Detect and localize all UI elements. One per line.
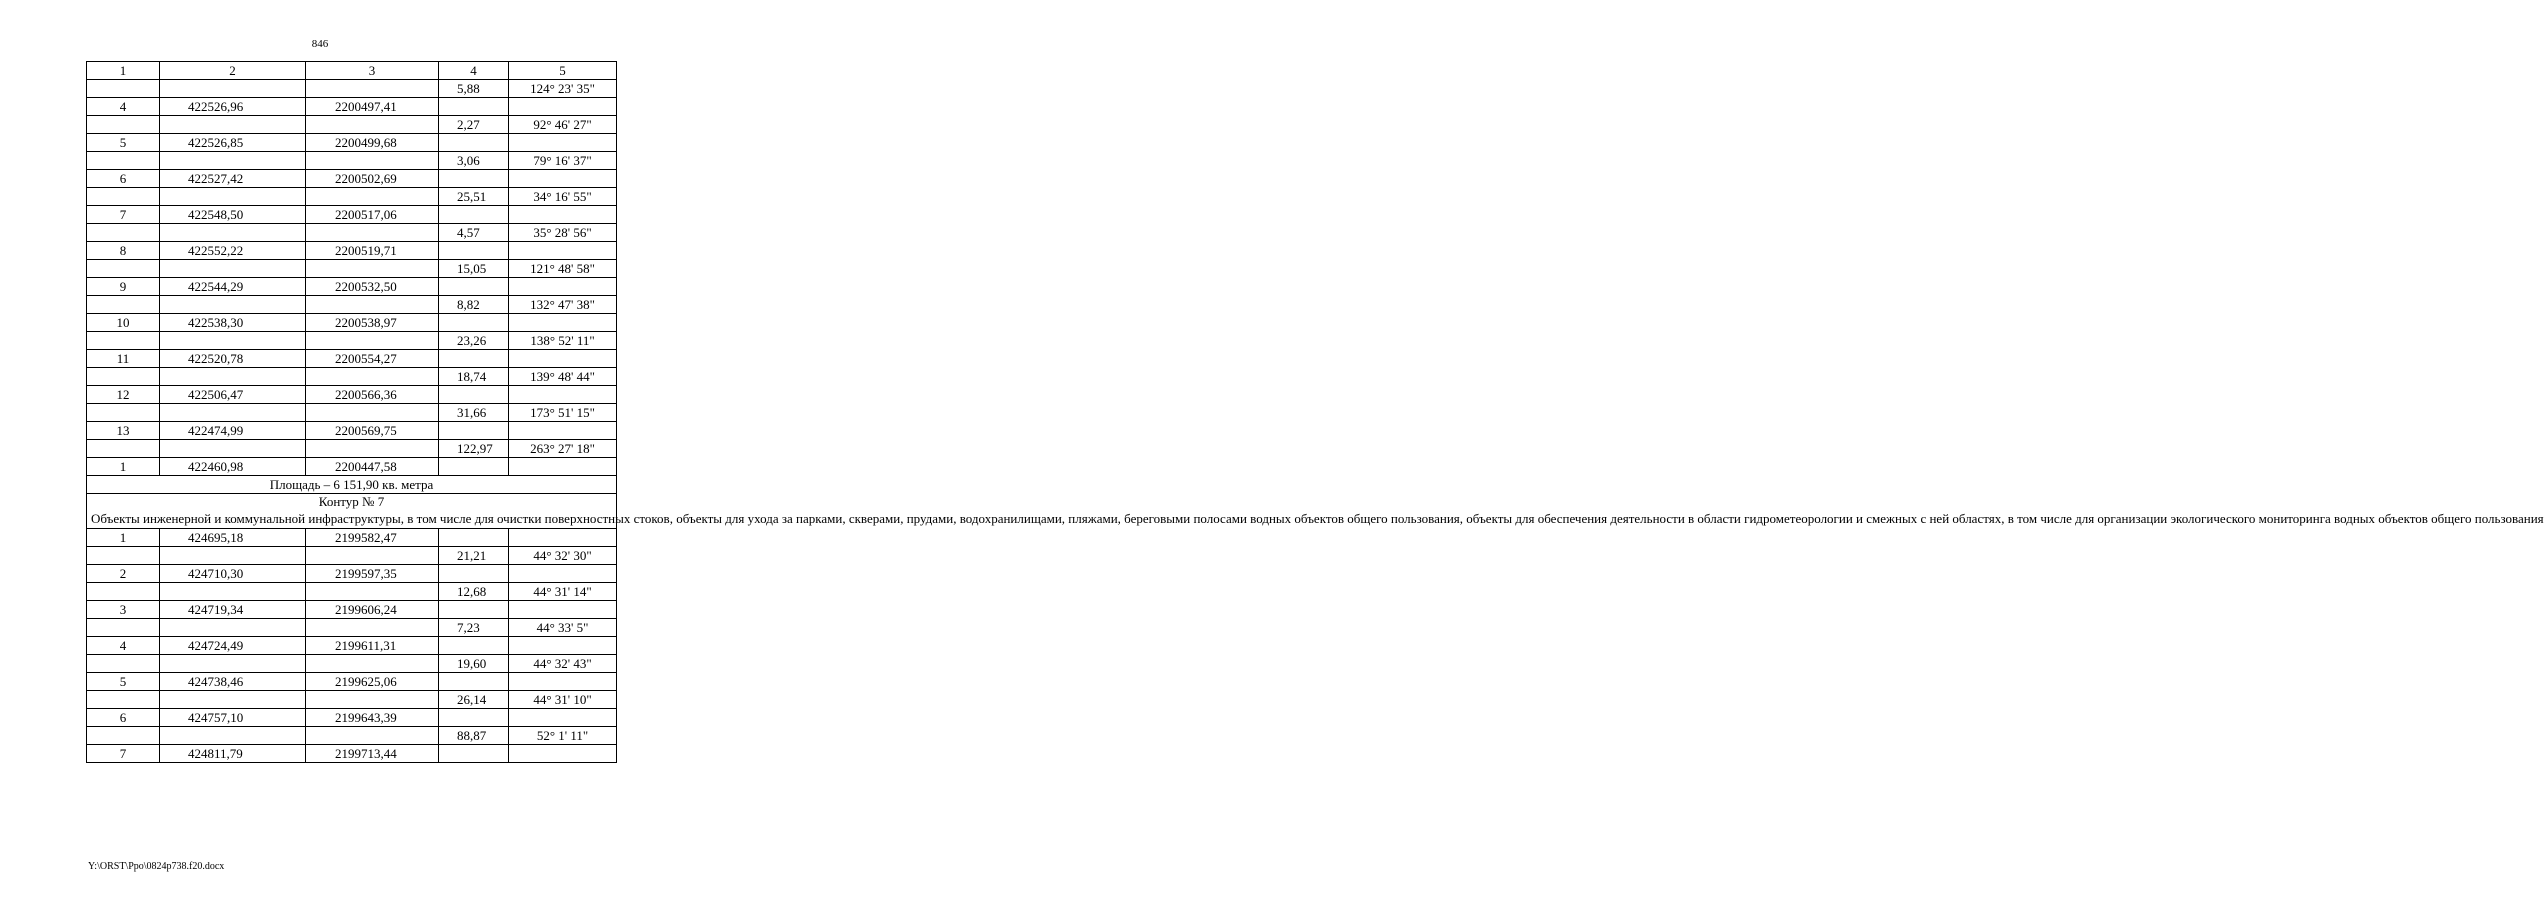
empty-cell bbox=[306, 296, 439, 314]
empty-cell bbox=[87, 546, 160, 564]
distance: 4,57 bbox=[439, 224, 509, 242]
area-row bbox=[87, 476, 617, 494]
empty-cell bbox=[439, 564, 509, 582]
bearing-angle: 132° 47' 38" bbox=[509, 296, 617, 314]
contour-cell bbox=[87, 494, 2544, 529]
distance: 122,97 bbox=[439, 440, 509, 458]
table-row bbox=[87, 332, 617, 350]
coord-x: 424695,18 bbox=[160, 528, 306, 546]
empty-cell bbox=[439, 206, 509, 224]
coord-x: 422460,98 bbox=[160, 458, 306, 476]
footer-file-path: Y:\ORST\Ppo\0824p738.f20.docx bbox=[88, 861, 225, 872]
empty-cell bbox=[439, 98, 509, 116]
empty-cell bbox=[509, 744, 617, 762]
point-number: 5 bbox=[87, 134, 160, 152]
empty-cell bbox=[509, 134, 617, 152]
distance: 3,06 bbox=[439, 152, 509, 170]
empty-cell bbox=[439, 744, 509, 762]
empty-cell bbox=[306, 80, 439, 98]
table-row bbox=[87, 582, 617, 600]
empty-cell bbox=[160, 296, 306, 314]
empty-cell bbox=[160, 618, 306, 636]
coord-y: 2200497,41 bbox=[306, 98, 439, 116]
empty-cell bbox=[160, 404, 306, 422]
distance: 5,88 bbox=[439, 80, 509, 98]
empty-cell bbox=[160, 546, 306, 564]
table-row bbox=[87, 134, 617, 152]
coord-y: 2199582,47 bbox=[306, 528, 439, 546]
distance: 18,74 bbox=[439, 368, 509, 386]
empty-cell bbox=[87, 726, 160, 744]
empty-cell bbox=[87, 618, 160, 636]
empty-cell bbox=[306, 654, 439, 672]
coord-y: 2199713,44 bbox=[306, 744, 439, 762]
empty-cell bbox=[306, 332, 439, 350]
coord-y: 2200569,75 bbox=[306, 422, 439, 440]
coordinates-table bbox=[86, 61, 2544, 763]
bearing-angle: 138° 52' 11" bbox=[509, 332, 617, 350]
bearing-angle: 44° 31' 14" bbox=[509, 582, 617, 600]
empty-cell bbox=[509, 98, 617, 116]
table-row bbox=[87, 350, 617, 368]
point-number: 4 bbox=[87, 98, 160, 116]
table-row bbox=[87, 224, 617, 242]
empty-cell bbox=[87, 332, 160, 350]
distance: 19,60 bbox=[439, 654, 509, 672]
header-cell-3: 3 bbox=[306, 62, 439, 80]
point-number: 11 bbox=[87, 350, 160, 368]
empty-cell bbox=[509, 422, 617, 440]
distance: 12,68 bbox=[439, 582, 509, 600]
coord-x: 422548,50 bbox=[160, 206, 306, 224]
empty-cell bbox=[509, 170, 617, 188]
empty-cell bbox=[87, 582, 160, 600]
empty-cell bbox=[439, 386, 509, 404]
bearing-angle: 121° 48' 58" bbox=[509, 260, 617, 278]
bearing-angle: 35° 28' 56" bbox=[509, 224, 617, 242]
empty-cell bbox=[160, 188, 306, 206]
empty-cell bbox=[87, 116, 160, 134]
coord-y: 2199643,39 bbox=[306, 708, 439, 726]
empty-cell bbox=[306, 404, 439, 422]
coord-y: 2200566,36 bbox=[306, 386, 439, 404]
coord-x: 422544,29 bbox=[160, 278, 306, 296]
empty-cell bbox=[439, 422, 509, 440]
bearing-angle: 44° 31' 10" bbox=[509, 690, 617, 708]
empty-cell bbox=[160, 654, 306, 672]
bearing-angle: 34° 16' 55" bbox=[509, 188, 617, 206]
coord-y: 2200447,58 bbox=[306, 458, 439, 476]
empty-cell bbox=[509, 278, 617, 296]
empty-cell bbox=[509, 458, 617, 476]
distance: 2,27 bbox=[439, 116, 509, 134]
coord-x: 424719,34 bbox=[160, 600, 306, 618]
coord-y: 2200554,27 bbox=[306, 350, 439, 368]
coord-x: 422552,22 bbox=[160, 242, 306, 260]
empty-cell bbox=[509, 564, 617, 582]
empty-cell bbox=[439, 170, 509, 188]
header-cell-2: 2 bbox=[160, 62, 306, 80]
table-row bbox=[87, 152, 617, 170]
empty-cell bbox=[439, 672, 509, 690]
empty-cell bbox=[509, 314, 617, 332]
distance: 25,51 bbox=[439, 188, 509, 206]
coord-y: 2199611,31 bbox=[306, 636, 439, 654]
empty-cell bbox=[160, 224, 306, 242]
empty-cell bbox=[306, 726, 439, 744]
bearing-angle: 52° 1' 11" bbox=[509, 726, 617, 744]
table-row bbox=[87, 278, 617, 296]
table-row bbox=[87, 188, 617, 206]
bearing-angle: 44° 33' 5" bbox=[509, 618, 617, 636]
table-row bbox=[87, 422, 617, 440]
header-cell-5: 5 bbox=[509, 62, 617, 80]
empty-cell bbox=[439, 350, 509, 368]
table-row bbox=[87, 314, 617, 332]
empty-cell bbox=[87, 368, 160, 386]
coord-x: 424757,10 bbox=[160, 708, 306, 726]
header-cell-4: 4 bbox=[439, 62, 509, 80]
coord-x: 422538,30 bbox=[160, 314, 306, 332]
table-row bbox=[87, 458, 617, 476]
empty-cell bbox=[509, 386, 617, 404]
header-cell-1: 1 bbox=[87, 62, 160, 80]
empty-cell bbox=[87, 260, 160, 278]
table-row bbox=[87, 690, 617, 708]
empty-cell bbox=[160, 726, 306, 744]
table-row bbox=[87, 206, 617, 224]
table-row bbox=[87, 98, 617, 116]
empty-cell bbox=[306, 224, 439, 242]
table-row bbox=[87, 404, 617, 422]
bearing-angle: 263° 27' 18" bbox=[509, 440, 617, 458]
empty-cell bbox=[87, 690, 160, 708]
table-row bbox=[87, 80, 617, 98]
empty-cell bbox=[160, 260, 306, 278]
section2-rows bbox=[87, 528, 617, 762]
empty-cell bbox=[439, 242, 509, 260]
coord-y: 2200499,68 bbox=[306, 134, 439, 152]
empty-cell bbox=[160, 440, 306, 458]
table-row bbox=[87, 368, 617, 386]
contour-description: Объекты инженерной и коммунальной инфраструктуры, в том числе для очистки поверхностных стоков, объекты для ухода за парками, скверами, прудами, водохранилищами, пляжами, береговыми полосами водных объектов общего пользования, объекты для обеспечения деятельности в области гидрометеорологии и смежных с ней областях, в том числе для организации экологического мониторинга водных объектов общего пользования bbox=[91, 510, 2544, 526]
empty-cell bbox=[306, 260, 439, 278]
point-number: 4 bbox=[87, 636, 160, 654]
empty-cell bbox=[439, 134, 509, 152]
coord-y: 2200502,69 bbox=[306, 170, 439, 188]
table-row bbox=[87, 242, 617, 260]
point-number: 10 bbox=[87, 314, 160, 332]
empty-cell bbox=[439, 314, 509, 332]
point-number: 7 bbox=[87, 206, 160, 224]
coord-x: 422527,42 bbox=[160, 170, 306, 188]
table-row bbox=[87, 386, 617, 404]
point-number: 6 bbox=[87, 170, 160, 188]
distance: 23,26 bbox=[439, 332, 509, 350]
coord-x: 422474,99 bbox=[160, 422, 306, 440]
point-number: 8 bbox=[87, 242, 160, 260]
point-number: 7 bbox=[87, 744, 160, 762]
bearing-angle: 173° 51' 15" bbox=[509, 404, 617, 422]
empty-cell bbox=[509, 242, 617, 260]
empty-cell bbox=[306, 690, 439, 708]
distance: 7,23 bbox=[439, 618, 509, 636]
section1-rows bbox=[87, 80, 617, 476]
bearing-angle: 139° 48' 44" bbox=[509, 368, 617, 386]
point-number: 1 bbox=[87, 528, 160, 546]
empty-cell bbox=[306, 368, 439, 386]
empty-cell bbox=[87, 188, 160, 206]
contour-title-row bbox=[87, 494, 617, 529]
point-number: 1 bbox=[87, 458, 160, 476]
coord-x: 422526,85 bbox=[160, 134, 306, 152]
coord-x: 424738,46 bbox=[160, 672, 306, 690]
distance: 88,87 bbox=[439, 726, 509, 744]
table-row bbox=[87, 170, 617, 188]
empty-cell bbox=[439, 278, 509, 296]
empty-cell bbox=[509, 528, 617, 546]
empty-cell bbox=[87, 152, 160, 170]
empty-cell bbox=[306, 188, 439, 206]
table-row bbox=[87, 744, 617, 762]
empty-cell bbox=[439, 458, 509, 476]
empty-cell bbox=[306, 440, 439, 458]
page-number: 846 bbox=[311, 38, 329, 50]
empty-cell bbox=[306, 546, 439, 564]
empty-cell bbox=[439, 600, 509, 618]
empty-cell bbox=[509, 708, 617, 726]
table-row bbox=[87, 618, 617, 636]
empty-cell bbox=[509, 350, 617, 368]
empty-cell bbox=[306, 152, 439, 170]
table-row bbox=[87, 296, 617, 314]
empty-cell bbox=[306, 582, 439, 600]
distance: 15,05 bbox=[439, 260, 509, 278]
coord-y: 2199597,35 bbox=[306, 564, 439, 582]
coord-y: 2200532,50 bbox=[306, 278, 439, 296]
empty-cell bbox=[439, 708, 509, 726]
contour-block bbox=[87, 476, 2544, 529]
table-row bbox=[87, 600, 617, 618]
table-row bbox=[87, 260, 617, 278]
table-row bbox=[87, 654, 617, 672]
empty-cell bbox=[160, 368, 306, 386]
distance: 31,66 bbox=[439, 404, 509, 422]
bearing-angle: 92° 46' 27" bbox=[509, 116, 617, 134]
bearing-angle: 44° 32' 43" bbox=[509, 654, 617, 672]
empty-cell bbox=[160, 152, 306, 170]
table-row bbox=[87, 708, 617, 726]
empty-cell bbox=[87, 296, 160, 314]
area-text: Площадь – 6 151,90 кв. метра bbox=[87, 476, 617, 494]
empty-cell bbox=[87, 224, 160, 242]
coord-y: 2200519,71 bbox=[306, 242, 439, 260]
table-row bbox=[87, 726, 617, 744]
coord-x: 424724,49 bbox=[160, 636, 306, 654]
coord-y: 2200538,97 bbox=[306, 314, 439, 332]
empty-cell bbox=[160, 80, 306, 98]
coord-y: 2199625,06 bbox=[306, 672, 439, 690]
coord-x: 422506,47 bbox=[160, 386, 306, 404]
empty-cell bbox=[509, 206, 617, 224]
empty-cell bbox=[160, 332, 306, 350]
empty-cell bbox=[87, 404, 160, 422]
bearing-angle: 44° 32' 30" bbox=[509, 546, 617, 564]
distance: 26,14 bbox=[439, 690, 509, 708]
table-row bbox=[87, 636, 617, 654]
table-row bbox=[87, 116, 617, 134]
distance: 21,21 bbox=[439, 546, 509, 564]
coord-x: 422526,96 bbox=[160, 98, 306, 116]
empty-cell bbox=[160, 690, 306, 708]
empty-cell bbox=[509, 600, 617, 618]
empty-cell bbox=[439, 636, 509, 654]
table-row bbox=[87, 546, 617, 564]
empty-cell bbox=[509, 636, 617, 654]
table-row bbox=[87, 564, 617, 582]
table-row bbox=[87, 672, 617, 690]
bearing-angle: 124° 23' 35" bbox=[509, 80, 617, 98]
point-number: 3 bbox=[87, 600, 160, 618]
empty-cell bbox=[160, 116, 306, 134]
point-number: 5 bbox=[87, 672, 160, 690]
table-row bbox=[87, 528, 617, 546]
table-row bbox=[87, 440, 617, 458]
coord-x: 424710,30 bbox=[160, 564, 306, 582]
table-header-row bbox=[87, 62, 617, 80]
coord-y: 2200517,06 bbox=[306, 206, 439, 224]
empty-cell bbox=[87, 654, 160, 672]
empty-cell bbox=[306, 618, 439, 636]
empty-cell bbox=[306, 116, 439, 134]
point-number: 9 bbox=[87, 278, 160, 296]
distance: 8,82 bbox=[439, 296, 509, 314]
point-number: 13 bbox=[87, 422, 160, 440]
contour-title: Контур № 7 bbox=[318, 494, 385, 509]
coord-y: 2199606,24 bbox=[306, 600, 439, 618]
coord-x: 422520,78 bbox=[160, 350, 306, 368]
empty-cell bbox=[87, 440, 160, 458]
empty-cell bbox=[160, 582, 306, 600]
point-number: 6 bbox=[87, 708, 160, 726]
coord-x: 424811,79 bbox=[160, 744, 306, 762]
empty-cell bbox=[439, 528, 509, 546]
point-number: 2 bbox=[87, 564, 160, 582]
empty-cell bbox=[509, 672, 617, 690]
point-number: 12 bbox=[87, 386, 160, 404]
bearing-angle: 79° 16' 37" bbox=[509, 152, 617, 170]
empty-cell bbox=[87, 80, 160, 98]
